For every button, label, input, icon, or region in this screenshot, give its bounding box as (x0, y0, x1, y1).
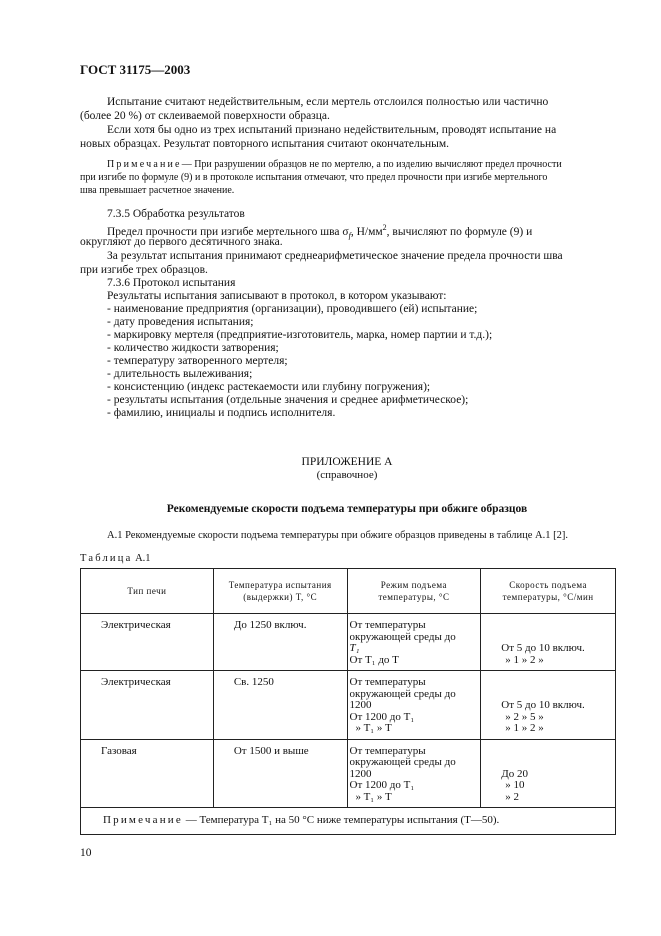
data-table (80, 568, 616, 835)
cell-text: окружающей среды до (349, 630, 456, 643)
cell-text: От 5 до 10 включ. (501, 642, 585, 654)
cell-text: Электрическая (101, 619, 171, 631)
table-cell (481, 614, 616, 671)
paragraph-line: Если хотя бы одно из трех испытаний признано недействительным, проводят испытание на (107, 124, 557, 136)
text-part: , Н/мм (350, 225, 383, 238)
cell-text: От температуры (349, 676, 426, 688)
header-text: Температура испытания (228, 580, 332, 590)
table-cell (347, 739, 481, 808)
note-line (107, 158, 562, 171)
section-heading: 7.3.6 Протокол испытания (107, 277, 236, 289)
list-item: - количество жидкости затворения; (107, 342, 279, 354)
note-line: шва превышает расчетное значение. (80, 185, 235, 196)
list-item: - фамилию, инициалы и подпись исполнителя. (107, 407, 336, 419)
superscript: 2 (382, 223, 387, 232)
cell-text: » 2 (505, 790, 520, 803)
header-cell (481, 569, 616, 614)
cell-text: От 1500 и выше (233, 744, 309, 757)
cell-text: T₁ (349, 642, 360, 654)
text-part: Предел прочности при изгибе мертельного шва σ (107, 225, 349, 238)
paragraph-line: Испытание считают недействительным, если мертель отслоился полностью или частично (107, 96, 549, 108)
text-part: , вычисляют по формуле (9) и (386, 225, 533, 238)
header-cell (347, 569, 481, 614)
cell-text: До 1250 включ. (233, 619, 307, 631)
table-caption-number: А.1 (135, 553, 151, 564)
list-item: - консистенцию (индекс растекаемости или глубину погружения); (107, 381, 431, 393)
cell-text: От 5 до 10 включ. (501, 699, 585, 711)
paragraph-line: За результат испытания принимают среднеарифметическое значение предела прочности шва (107, 250, 563, 262)
table-caption-word: Таблица (80, 553, 133, 564)
cell-text: » T₁ » T (355, 790, 392, 803)
appendix-heading: Рекомендуемые скорости подъема температуры при обжиге образцов (166, 503, 528, 515)
cell-text: От T₁ до T (349, 653, 399, 666)
appendix-title: ПРИЛОЖЕНИЕ А (301, 456, 393, 468)
paragraph-line: новых образцах. Результат повторного испытания считают окончательным. (80, 138, 449, 150)
table-cell (81, 739, 214, 808)
section-heading: 7.3.5 Обработка результатов (107, 208, 245, 220)
header-text: Режим подъема (380, 580, 448, 590)
cell-text: От 1200 до T₁ (349, 779, 415, 791)
cell-text: Св. 1250 (233, 676, 274, 688)
table-header-row (81, 569, 616, 614)
table-cell (213, 739, 347, 808)
paragraph-line: округляют до первого десятичного знака. (80, 236, 283, 248)
document-header: ГОСТ 31175—2003 (80, 62, 191, 77)
table-note-row (81, 808, 616, 835)
table-row (81, 671, 616, 740)
cell-text: » T₁ » T (355, 722, 392, 734)
note-line: при изгибе по формуле (9) и в протоколе испытания отмечают, что предел прочности при изгибе мертельного (80, 172, 548, 183)
list-item: - наименование предприятия (организации), проводившего (ей) испытание; (107, 303, 478, 315)
table-cell (347, 614, 481, 671)
page-number: 10 (80, 847, 92, 859)
table-note-cell (81, 808, 616, 835)
header-text: (выдержки) T, °С (243, 592, 318, 602)
cell-text: окружающей среды до (349, 756, 456, 768)
cell-text: окружающей среды до (349, 687, 456, 700)
table-cell (81, 614, 214, 671)
header-text: температуры, °С (378, 592, 450, 602)
cell-text: 1200 (349, 699, 372, 711)
table-cell (213, 614, 347, 671)
header-cell (81, 569, 214, 614)
paragraph-line: (более 20 %) от склеиваемой поверхности образца. (80, 110, 330, 122)
header-text: Тип печи (127, 586, 167, 596)
list-item: - температуру затворенного мертеля; (107, 355, 288, 367)
table-cell (213, 671, 347, 740)
note-text: — При разрушении образцов не по мертелю, а по изделию вычисляют предел прочности (181, 159, 562, 170)
table-cell (481, 739, 616, 808)
cell-text: » 1 » 2 » (505, 722, 544, 734)
table-cell (347, 671, 481, 740)
cell-text: » 10 (505, 779, 525, 791)
cell-text: Электрическая (101, 676, 171, 688)
cell-text: 1200 (349, 767, 372, 780)
table-row (81, 614, 616, 671)
list-item: - дату проведения испытания; (107, 316, 254, 328)
cell-text: » 2 » 5 » (505, 710, 544, 723)
note-label: Примечание (107, 159, 182, 170)
cell-text: От 1200 до T₁ (349, 710, 415, 723)
header-cell (213, 569, 347, 614)
table-cell (81, 671, 214, 740)
list-item: - маркировку мертеля (предприятие-изготовитель, марка, номер партии и т.д.); (107, 329, 493, 341)
table-cell (481, 671, 616, 740)
cell-text: До 20 (501, 767, 529, 780)
table-note-label: Примечание (103, 814, 183, 826)
cell-text: От температуры (349, 619, 426, 631)
subscript: f (348, 231, 351, 241)
appendix-intro: А.1 Рекомендуемые скорости подъема температуры при обжиге образцов приведены в таблице А.1 [2]. (107, 530, 568, 541)
cell-text: » 1 » 2 » (505, 653, 544, 666)
list-item: - результаты испытания (отдельные значения и среднее арифметическое); (107, 394, 469, 406)
list-item: - длительность вылеживания; (107, 368, 253, 380)
header-text: Скорость подъема (509, 580, 588, 590)
appendix-subtitle: (справочное) (316, 469, 378, 481)
cell-text: От температуры (349, 744, 426, 757)
paragraph-line: при изгибе трех образцов. (80, 264, 208, 276)
header-text: температуры, °С/мин (502, 592, 594, 602)
cell-text: Газовая (101, 744, 137, 757)
table-note-text: — Температура T₁ на 50 °С ниже температуры испытания (T—50). (185, 814, 500, 826)
table-caption (80, 552, 151, 565)
table-row (81, 739, 616, 808)
paragraph-line: Результаты испытания записывают в протокол, в котором указывают: (107, 290, 447, 302)
